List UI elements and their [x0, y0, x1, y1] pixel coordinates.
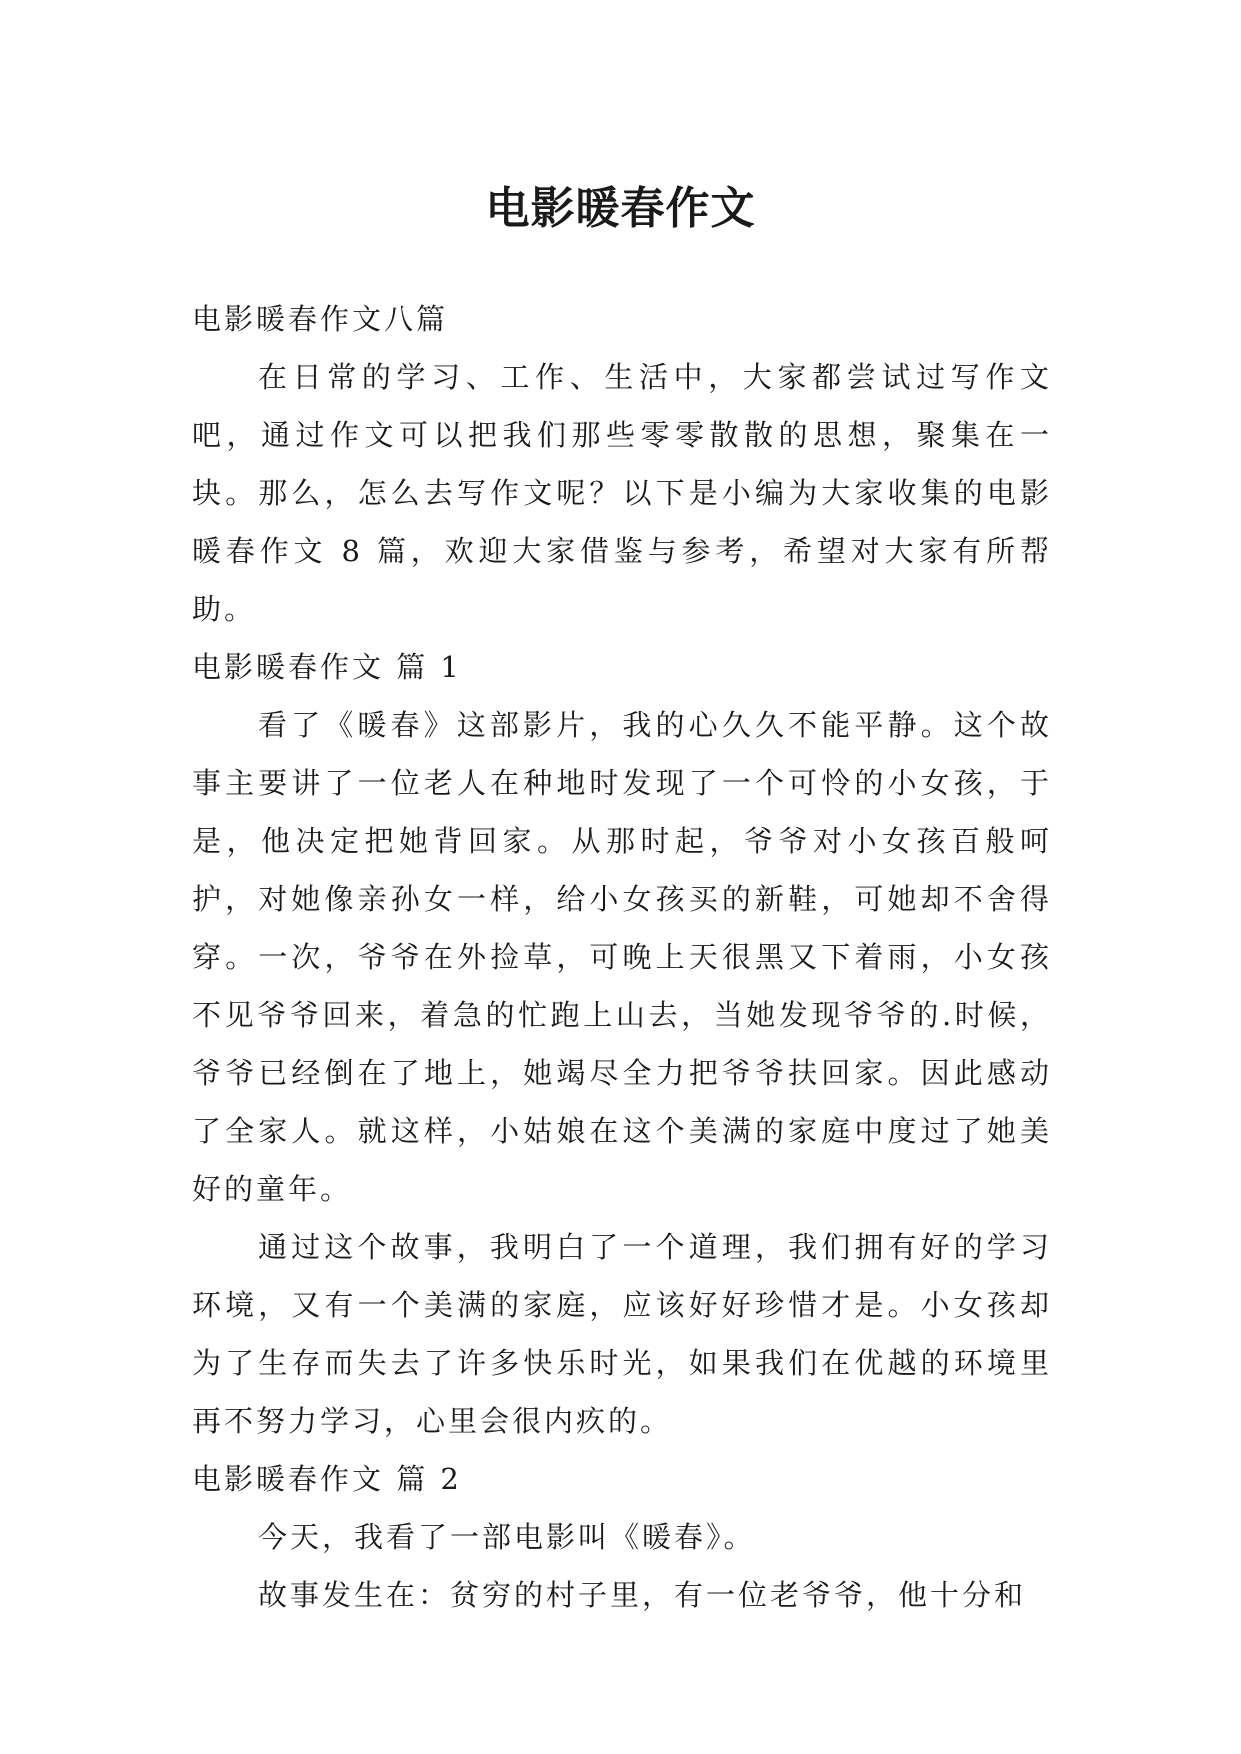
- intro-paragraph: 在日常的学习、工作、生活中，大家都尝试过写作文吧，通过作文可以把我们那些零零散散的思想，聚集在一块。那么，怎么去写作文呢？以下是小编为大家收集的电影暖春作文 8 篇，欢迎大家借鉴与参考，希望对大家有所帮助。: [192, 360, 1052, 626]
- section-2-paragraph-1: 今天，我看了一部电影叫《暖春》。: [258, 1520, 756, 1554]
- section-2-paragraph-2: 故事发生在：贫穷的村子里，有一位老爷爷，他十分和: [258, 1578, 1027, 1612]
- document-subtitle: 电影暖春作文八篇: [192, 302, 449, 336]
- section-1-paragraph-1: 看了《暖春》这部影片，我的心久久不能平静。这个故事主要讲了一位老人在种地时发现了一个可怜的小女孩，于是，他决定把她背回家。从那时起，爷爷对小女孩百般呵护，对她像亲孙女一样，给小女孩买的新鞋，可她却不舍得穿。一次，爷爷在外捡草，可晚上天很黑又下着雨，小女孩不见爷爷回来，着急的忙跑上山去，当她发现爷爷的.时候，爷爷已经倒在了地上，她竭尽全力把爷爷扶回家。因此感动了全家人。就这样，小姑娘在这个美满的家庭中度过了她美好的童年。: [192, 708, 1052, 1206]
- section-heading-2: 电影暖春作文 篇 2: [192, 1462, 462, 1496]
- document-title: 电影暖春作文: [485, 183, 756, 235]
- section-heading-1: 电影暖春作文 篇 1: [192, 650, 462, 684]
- section-1-paragraph-2: 通过这个故事，我明白了一个道理，我们拥有好的学习环境，又有一个美满的家庭，应该好好珍惜才是。小女孩却为了生存而失去了许多快乐时光，如果我们在优越的环境里再不努力学习，心里会很内疚的。: [192, 1230, 1052, 1438]
- document-body: [192, 290, 1052, 1624]
